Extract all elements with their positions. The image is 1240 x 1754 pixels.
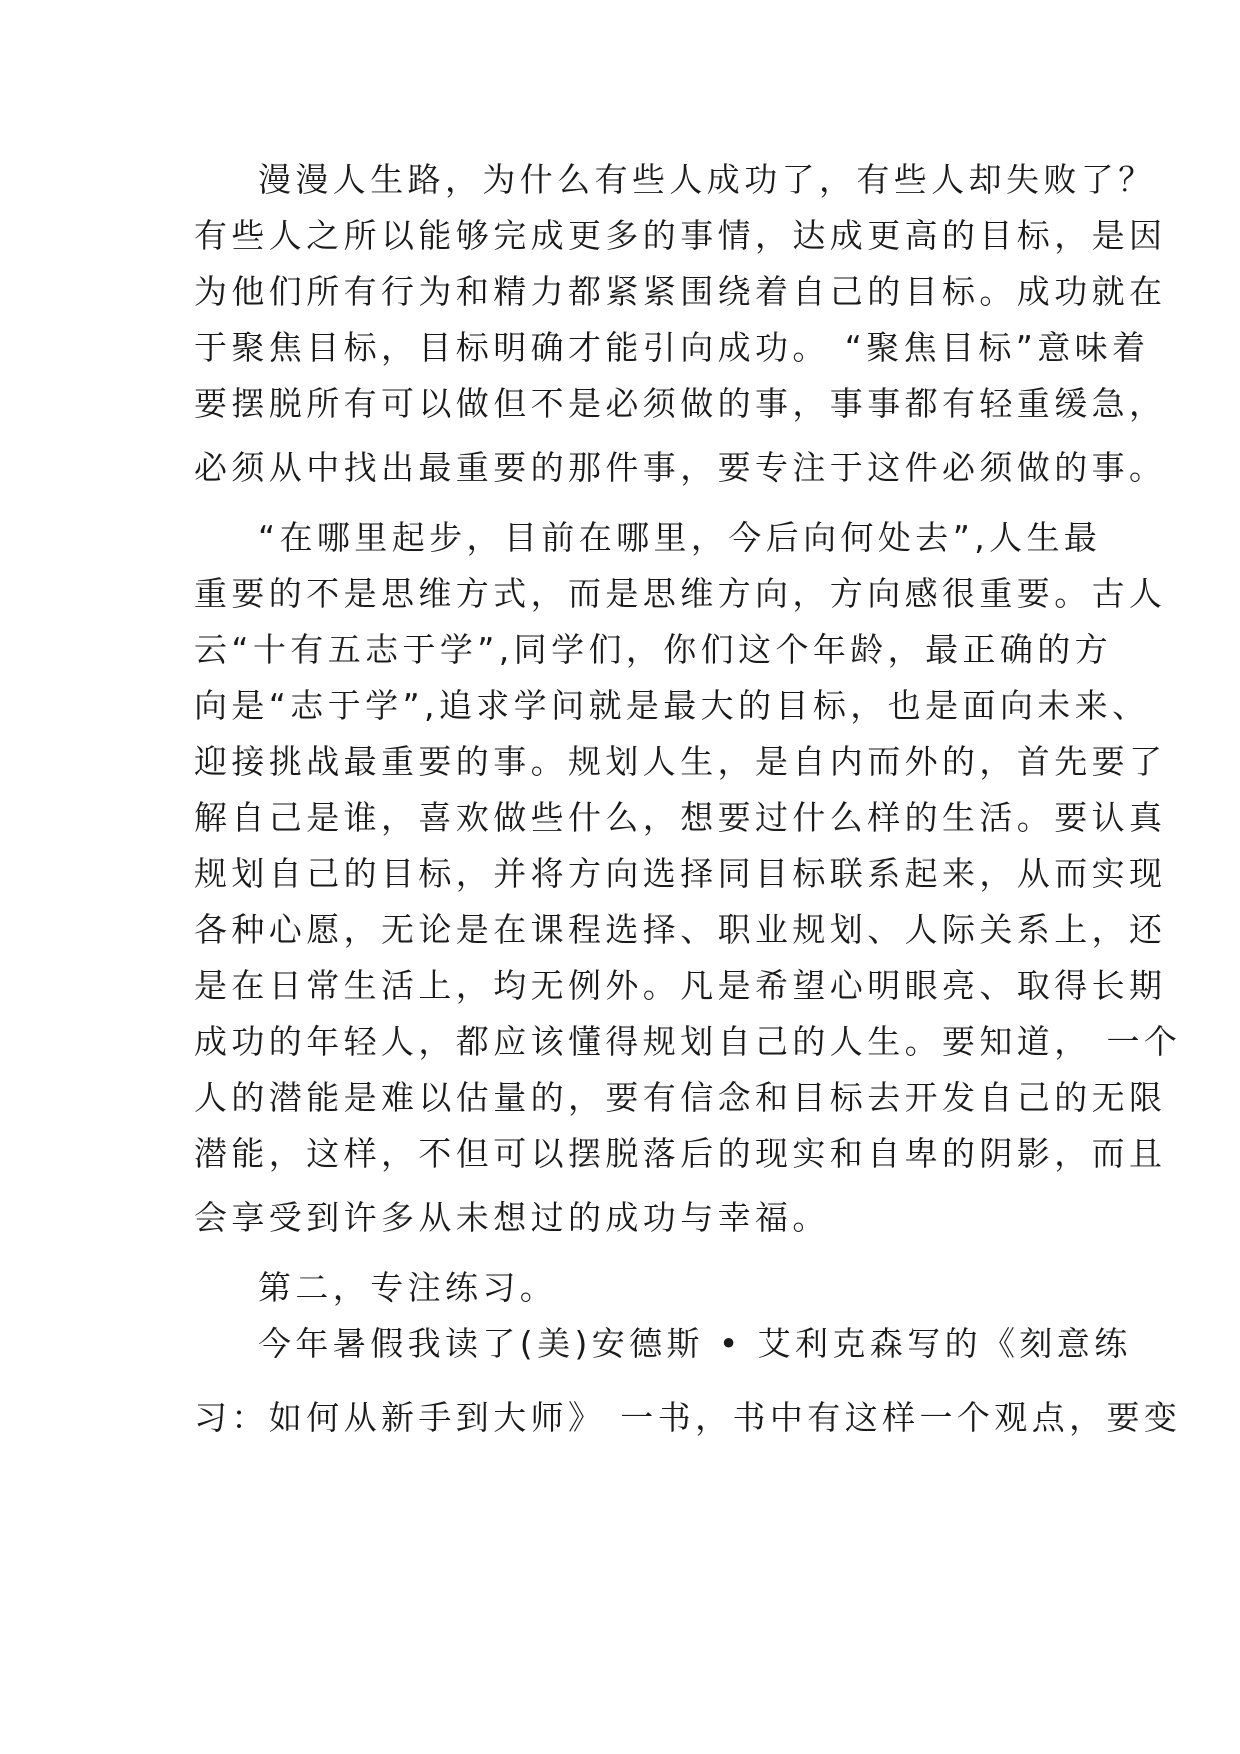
paragraph-line: 今年暑假我读了(美)安德斯 • 艾利克森写的《刻意练 [258, 1324, 1132, 1363]
paragraph-line: 是在日常生活上，均无例外。凡是希望心明眼亮、取得长期 [194, 966, 1167, 1005]
paragraph-line: 各种心愿，无论是在课程选择、职业规划、人际关系上，还 [194, 910, 1167, 949]
paragraph-line: 解自己是谁，喜欢做些什么，想要过什么样的生活。要认真 [194, 798, 1167, 837]
paragraph-line: 云“十有五志于学”,同学们，你们这个年龄，最正确的方 [194, 630, 1113, 669]
paragraph-line: 向是“志于学”,追求学问就是最大的目标，也是面向未来、 [194, 686, 1150, 725]
paragraph-line: 成功的年轻人，都应该懂得规划自己的人生。要知道， 一个 [194, 1022, 1182, 1061]
paragraph-line: 规划自己的目标，并将方向选择同目标联系起来，从而实现 [194, 854, 1167, 893]
paragraph-line: 会享受到许多从未想过的成功与幸福。 [194, 1198, 830, 1237]
paragraph-line: 必须从中找出最重要的那件事，要专注于这件必须做的事。 [194, 448, 1167, 487]
paragraph-line: 人的潜能是难以估量的，要有信念和目标去开发自己的无限 [194, 1078, 1167, 1117]
paragraph-line: 于聚焦目标，目标明确才能引向成功。 “聚焦目标”意味着 [194, 328, 1150, 367]
paragraph-line: 要摆脱所有可以做但不是必须做的事，事事都有轻重缓急， [194, 384, 1167, 423]
paragraph-line: 习：如何从新手到大师》 一书，书中有这样一个观点，要变 [194, 1398, 1182, 1437]
section-heading: 第二，专注练习。 [258, 1268, 558, 1307]
paragraph-line: “在哪里起步，目前在哪里，今后向何处去”,人生最 [258, 518, 1102, 557]
paragraph-line: 有些人之所以能够完成更多的事情，达成更高的目标，是因 [194, 216, 1167, 255]
paragraph-line: 潜能，这样，不但可以摆脱落后的现实和自卑的阴影，而且 [194, 1134, 1167, 1173]
paragraph-line: 漫漫人生路，为什么有些人成功了，有些人却失败了？ [258, 160, 1156, 199]
paragraph-line: 为他们所有行为和精力都紧紧围绕着自己的目标。成功就在 [194, 272, 1167, 311]
paragraph-line: 迎接挑战最重要的事。规划人生，是自内而外的，首先要了 [194, 742, 1167, 781]
paragraph-line: 重要的不是思维方式，而是思维方向，方向感很重要。古人 [194, 574, 1167, 613]
